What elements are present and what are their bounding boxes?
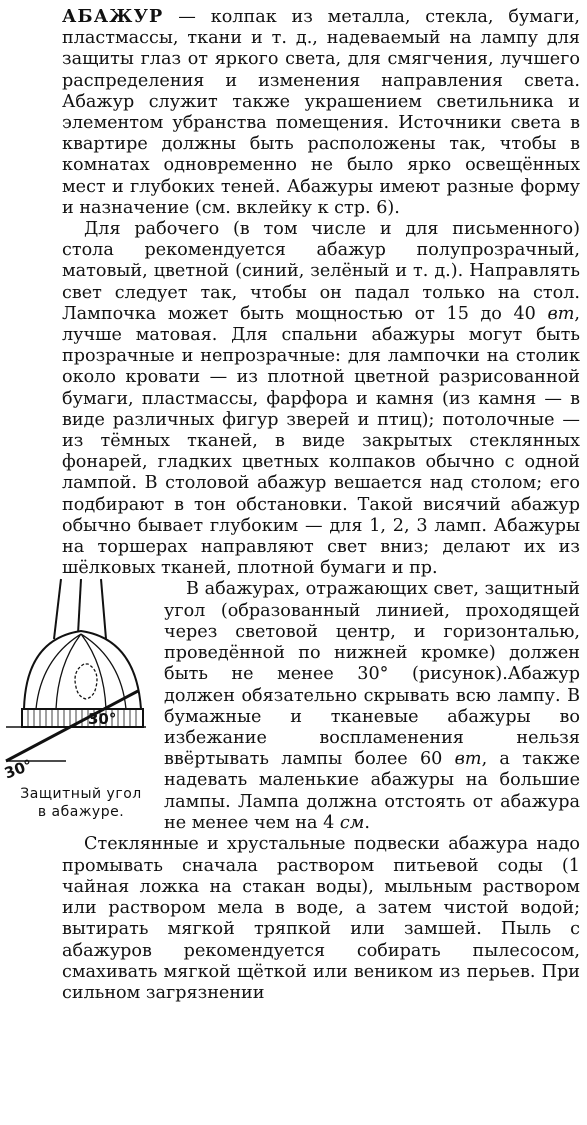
angle-outer-label: 30° xyxy=(1,756,35,783)
paragraph-definition xyxy=(62,6,580,219)
lampshade-diagram xyxy=(1,579,156,783)
unit-watt: вт xyxy=(547,303,575,324)
paragraph-work-lamps xyxy=(62,219,580,579)
angle-inner-label: 30° xyxy=(88,710,117,729)
paragraph-cleaning xyxy=(62,834,580,1004)
paragraph-text: Стеклянные и хрустальные подвески абажура надо промывать сначала раствором питьевой соды (1 чайная ложка на стакан воды), мыльным раствором или раствором мела в воде, а затем чистой водой; вытирать мягкой тряпкой или замшей. Пыль с абажуров рекомендуется собирать пылесосом, смахивать мягкой щёткой или веником из перьев. При сильном загрязнении xyxy=(62,834,580,1003)
unit-cm: см xyxy=(339,812,365,833)
article-term: АБАЖУР xyxy=(62,6,164,27)
paragraph-text-lead-wrapped: В абажурах, отражающих свет, защитный угол (образованный линией, проходящей через световой центр, и горизонталью, проведённой по нижней кромке) должен быть не менее 30° (рисунок).Абажур должен обязательно скрывать всю лампу. В бумажные и тканевые абажуры во избежание воспламенения нельзя ввёртывать лампы более 60 xyxy=(164,579,580,770)
paragraph-text: . xyxy=(364,812,370,833)
caption-line: Защитный угол xyxy=(20,786,142,803)
figure-block xyxy=(1,579,580,833)
caption-line: в абажуре. xyxy=(37,804,125,821)
definition-text: — колпак из металла, стекла, бумаги, пластмассы, ткани и т. д., надеваемый на лампу для защиты глаз от яркого света, для смягчения, лучшего распределения и изменения направления света. Абажур служит также украшением светильника и элементом убранства помещения. Источники света в квартире должны быть расположены так, чтобы в комнатах одновременно не было ярко освещённых мест и глубоких теней. Абажуры имеют разные форму и назначение (см. вклейку к стр. 6). xyxy=(62,7,580,218)
figure xyxy=(1,579,156,834)
paragraph-text: , а также надевать маленькие абажуры на большие лампы. Лампа должна отстоять от абажура не менее чем на 4 xyxy=(164,749,580,833)
paragraph-text: , лучше матовая. Для спальни абажуры могут быть прозрачные и непрозрачные: для лампочки на столик около кровати — из плотной цветной разрисованной бумаги, пластмассы, фарфора и камня (из камня — в виде различных фигур зверей и птиц); потолочные — из тёмных тканей, в виде закрытых стеклянных фонарей, гладких цветных колпаков обычно с одной лампой. В столовой абажур вешается над столом; его подбирают в тон обстановки. Такой висячий абажур обычно бывает глубоким — для 1, 2, 3 ламп. Абажуры на торшерах направляют свет вниз; делают их из шёлковых тканей, плотной бумаги и пр. xyxy=(62,303,580,579)
paragraph-text: Для рабочего (в том числе и для письменного) стола рекомендуется абажур полупрозрачный, матовый, цветной (синий, зелёный и т. д.). Направлять свет следует так, чтобы он падал только на стол. Лампочка может быть мощностью от 15 до 40 xyxy=(62,219,580,324)
unit-watt: вт xyxy=(454,749,482,770)
figure-caption xyxy=(8,785,154,821)
article-column xyxy=(1,6,580,1004)
